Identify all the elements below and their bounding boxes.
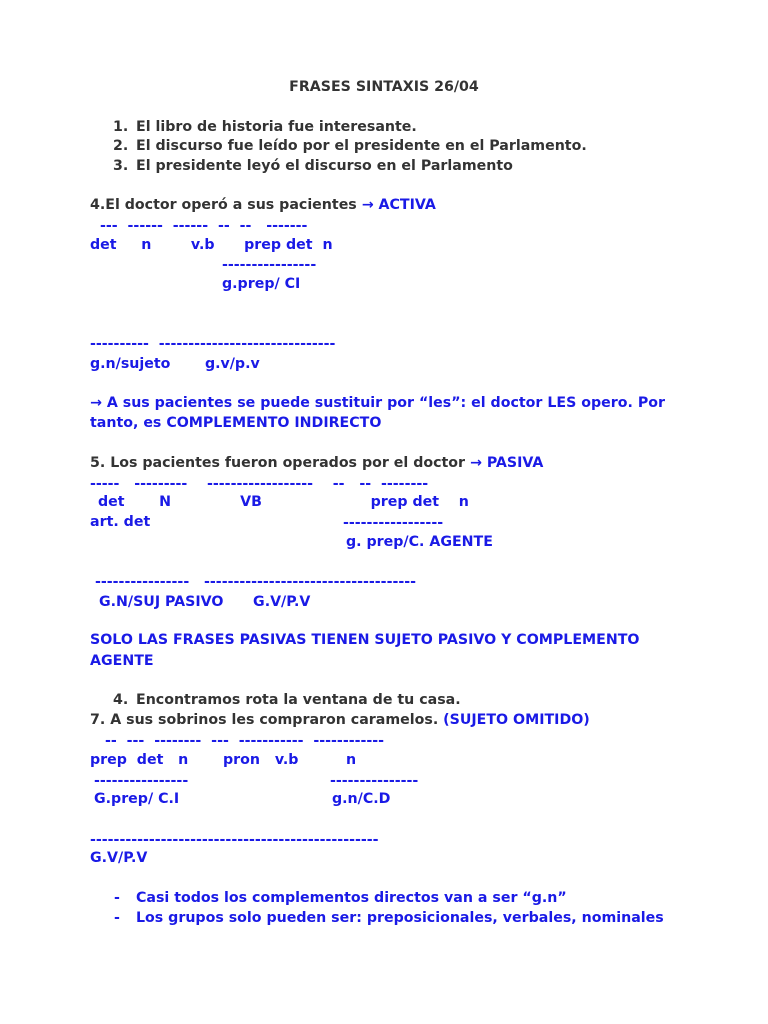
rule-note: SOLO LAS FRASES PASIVAS TIENEN SUJETO PASIVO Y COMPLEMENTO	[90, 632, 640, 648]
analysis-dashes: ---------- ------------------------------	[90, 336, 336, 352]
bullet-item: Casi todos los complementos directos van a ser “g.n”	[136, 890, 567, 906]
group-label: g.n/sujeto g.v/p.v	[90, 356, 260, 372]
explanation-note: → A sus pacientes se puede sustituir por “les”: el doctor LES opero. Por	[90, 395, 665, 411]
group-label: g.n/C.D	[332, 791, 391, 807]
list-number: 3.	[113, 158, 129, 174]
list-number: 4.	[113, 692, 129, 708]
analysis-dashes: ----------------	[222, 257, 317, 273]
sentence-4	[90, 195, 436, 215]
analysis-dashes: -----------------	[343, 515, 444, 531]
list-item: El libro de historia fue interesante.	[136, 119, 417, 135]
analysis-labels: pron v.b	[223, 752, 299, 768]
analysis-dashes: ----- --------- ------------------ -- -- --------	[90, 476, 429, 492]
sentence-text: 5. Los pacientes fueron operados por el doctor	[90, 455, 470, 471]
analysis-dashes: ---------------- ------------------------------------	[95, 574, 417, 590]
analysis-labels: art. det	[90, 514, 151, 530]
analysis-dashes: -------------------------------------------------	[90, 832, 379, 848]
analysis-labels: n	[346, 752, 357, 768]
list-number: 2.	[113, 138, 129, 154]
analysis-labels: det N VB prep det n	[98, 494, 469, 510]
list-item: El presidente leyó el discurso en el Parlamento	[136, 158, 513, 174]
sentence-text: 7. A sus sobrinos les compraron caramelos.	[90, 712, 444, 728]
bullet-marker: -	[114, 910, 120, 926]
group-label: g. prep/C. AGENTE	[346, 534, 493, 550]
analysis-dashes: -- --- -------- --- ----------- ------------	[105, 733, 385, 749]
analysis-labels: prep det n	[90, 752, 189, 768]
page-title: FRASES SINTAXIS 26/04	[289, 79, 479, 95]
bullet-marker: -	[114, 890, 120, 906]
analysis-dashes: --- ------ ------ -- -- -------	[100, 218, 308, 234]
bullet-item: Los grupos solo pueden ser: preposicionales, verbales, nominales	[136, 910, 664, 926]
sentence-5	[90, 453, 543, 473]
sentence-7	[90, 710, 590, 730]
explanation-note: tanto, es COMPLEMENTO INDIRECTO	[90, 415, 382, 431]
group-label: G.N/SUJ PASIVO G.V/P.V	[99, 594, 311, 610]
sentence-text: 4.El doctor operó a sus pacientes	[90, 197, 362, 213]
group-label: G.prep/ C.I	[94, 791, 180, 807]
list-item: Encontramos rota la ventana de tu casa.	[136, 692, 461, 708]
group-label: g.prep/ CI	[222, 276, 301, 292]
analysis-labels: det n v.b prep det n	[90, 237, 333, 253]
list-number: 1.	[113, 119, 129, 135]
voice-label: PASIVA	[481, 455, 544, 471]
analysis-dashes: ----------------	[94, 773, 189, 789]
list-item: El discurso fue leído por el presidente en el Parlamento.	[136, 138, 587, 154]
voice-label: ACTIVA	[373, 197, 436, 213]
analysis-dashes: ---------------	[330, 773, 419, 789]
rule-note: AGENTE	[90, 653, 154, 669]
arrow-icon: →	[470, 455, 482, 471]
arrow-icon: →	[361, 197, 374, 213]
group-label: G.V/P.V	[90, 850, 148, 866]
omitted-subject-note: (SUJETO OMITIDO)	[443, 712, 590, 728]
